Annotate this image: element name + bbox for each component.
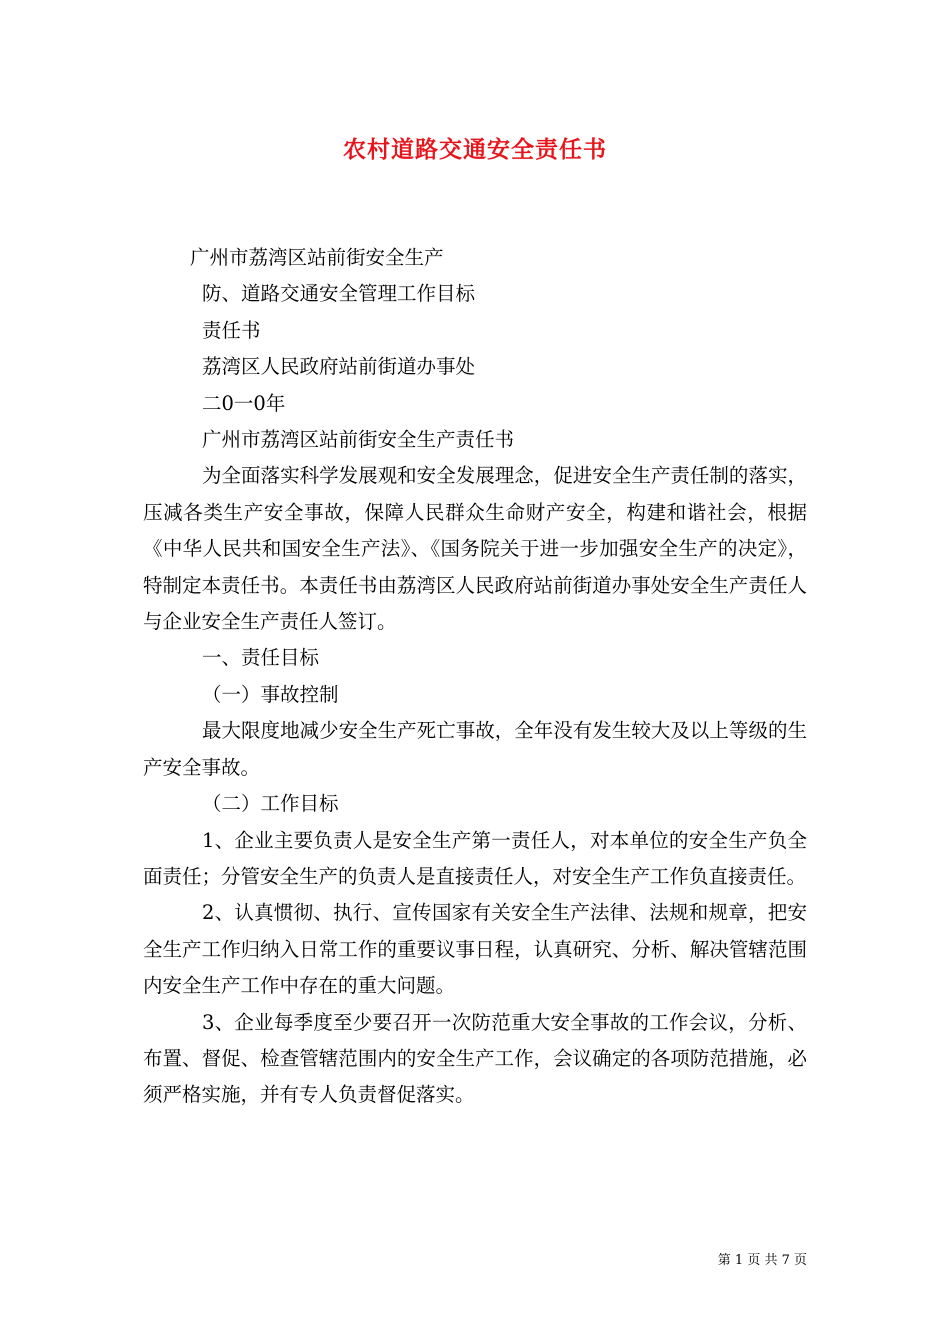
subsection-heading: （二）工作目标: [202, 792, 339, 816]
list-item: 1、企业主要负责人是安全生产第一责任人，对本单位的安全生产负全面责任；分管安全生产的负责人是直接责任人，对安全生产工作负直接责任。: [143, 828, 807, 888]
header-line: 二0一0年: [202, 391, 286, 415]
header-line: 荔湾区人民政府站前街道办事处: [202, 355, 476, 379]
list-item: 3、企业每季度至少要召开一次防范重大安全事故的工作会议，分析、布置、督促、检查管辖范围内的安全生产工作，会议确定的各项防范措施，必须严格实施，并有专人负责督促落实。: [143, 1010, 807, 1107]
intro-paragraph: 为全面落实科学发展观和安全发展理念，促进安全生产责任制的落实，压减各类生产安全事故，保障人民群众生命财产安全，构建和谐社会，根据《中华人民共和国安全生产法》、《国务院关于进一步加强安全生产的决定》，特制定本责任书。本责任书由荔湾区人民政府站前街道办事处安全生产责任人与企业安全生产责任人签订。: [143, 464, 807, 634]
section-heading: 一、责任目标: [202, 646, 320, 670]
header-line: 防、道路交通安全管理工作目标: [202, 282, 476, 306]
paragraph: 最大限度地减少安全生产死亡事故，全年没有发生较大及以上等级的生产安全事故。: [143, 719, 807, 779]
document-title: 农村道路交通安全责任书: [343, 136, 607, 163]
subsection-heading: （一）事故控制: [202, 682, 339, 706]
header-line: 广州市荔湾区站前街安全生产责任书: [202, 428, 515, 452]
list-item: 2、认真惯彻、执行、宣传国家有关安全生产法律、法规和规章，把安全生产工作归纳入日常工作的重要议事日程，认真研究、分析、解决管辖范围内安全生产工作中存在的重大问题。: [143, 901, 807, 998]
header-line: 责任书: [202, 318, 261, 342]
header-line: 广州市荔湾区站前街安全生产: [190, 246, 444, 269]
document-body: [143, 240, 807, 1114]
page-number: 第 1 页 共 7 页: [717, 1253, 807, 1268]
